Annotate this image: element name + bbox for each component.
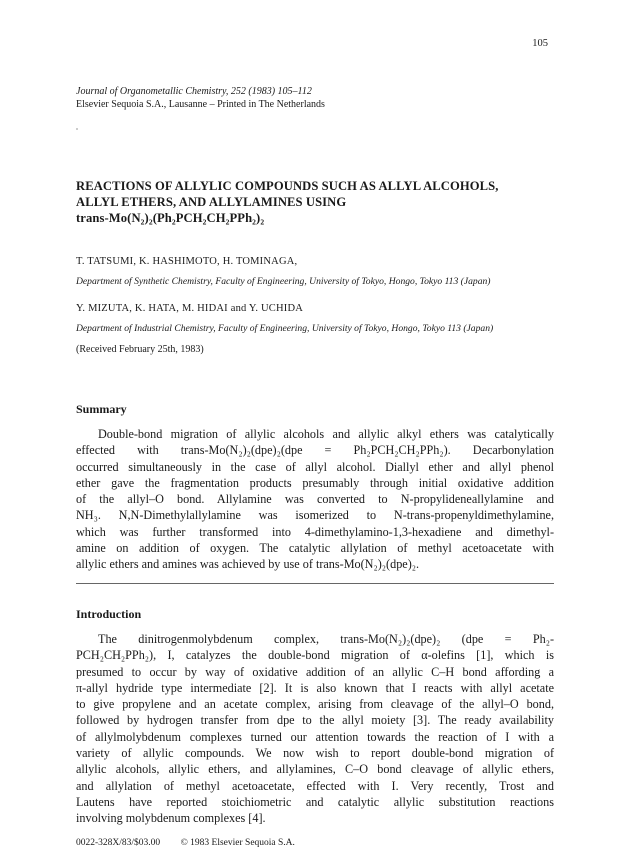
introduction-paragraph (76, 631, 554, 827)
footer-code: 0022-328X/83/$03.00 (76, 838, 161, 848)
introduction-heading: Introduction (76, 607, 142, 621)
summary-line: effected with trans-Mo(N₂)₂(dpe)₂(dpe = Ph₂PCH₂CH₂PPh₂). Decarbonylation (76, 443, 554, 458)
page-number: 105 (532, 38, 548, 49)
authors-group-2: Y. MIZUTA, K. HATA, M. HIDAI and Y. UCHIDA (76, 303, 304, 314)
authors-group-1: T. TATSUMI, K. HASHIMOTO, H. TOMINAGA, (76, 256, 298, 267)
footer-copyright: © 1983 Elsevier Sequoia S.A. (180, 838, 295, 848)
introduction-line: variety of allylic compounds. We now wish to report double-bond migration of (76, 746, 554, 761)
summary-line: NH₃. N,N-Dimethylallylamine was isomerized to N-trans-propenyldimethylamine, (76, 508, 554, 523)
article-title (76, 178, 556, 226)
summary-line: occurred simultaneously in the case of allyl alcohol. Diallyl ether and allyl phenol (76, 459, 554, 474)
summary-line: ether gave the fragmentation products presumably through initial oxidative addition (76, 475, 554, 490)
introduction-line: π-allyl hydride type intermediate [2]. It is also known that I reacts with allyl acetate (76, 680, 554, 695)
publisher-line: Elsevier Sequoia S.A., Lausanne – Printed in The Netherlands (76, 99, 325, 110)
title-line-2: ALLYL ETHERS, AND ALLYLAMINES USING (76, 195, 347, 209)
title-line-3: trans-Mo(N₂)₂(Ph₂PCH₂CH₂PPh₂)₂ (76, 211, 265, 225)
introduction-line: and allylation of methyl acetoacetate, effected with I. Very recently, Trost and (76, 778, 554, 793)
summary-heading: Summary (76, 402, 127, 416)
introduction-line: of allylmolybdenum complexes turned our attention towards the reaction of I with a (76, 729, 554, 744)
summary-line: of the allyl–O bond. Allylamine was converted to N-propylideneallylamine and (76, 492, 554, 507)
introduction-line: allylic alcohols, allylic ethers, and allylamines, C–O bond cleavage of allylic ethers, (76, 762, 554, 777)
introduction-line: PCH₂CH₂PPh₂), I, catalyzes the double-bond migration of α-olefins [1], which is (76, 648, 554, 663)
title-line-1: REACTIONS OF ALLYLIC COMPOUNDS SUCH AS ALLYL ALCOHOLS, (76, 179, 499, 193)
journal-citation: Journal of Organometallic Chemistry, 252 (1983) 105–112 (76, 86, 312, 97)
affiliation-1: Department of Synthetic Chemistry, Faculty of Engineering, University of Tokyo, Hongo, Tokyo 113 (Japan) (76, 276, 491, 287)
scan-speck (76, 128, 78, 130)
introduction-line: presumed to occur by way of oxidative addition of an allylic C–H bond affording a (76, 664, 554, 679)
introduction-line: Lautens have reported stoichiometric and catalytic allylic substitution reactions (76, 794, 554, 809)
introduction-line: followed by hydrogen transfer from dpe to the allyl moiety [3]. The ready availability (76, 713, 554, 728)
section-divider (76, 583, 554, 584)
introduction-line: involving molybdenum complexes [4]. (76, 811, 266, 826)
summary-line: amine on addition of oxygen. The catalytic allylation of methyl acetoacetate with (76, 541, 554, 556)
summary-line: Double-bond migration of allylic alcohols and allylic alkyl ethers was catalytically (98, 427, 554, 441)
summary-line: allylic ethers and amines was achieved by use of trans-Mo(N₂)₂(dpe)₂. (76, 557, 420, 572)
summary-line: which was further transformed into 4-dimethylamino-1,3-hexadiene and dimethyl- (76, 524, 554, 539)
summary-paragraph (76, 426, 554, 573)
introduction-line: The dinitrogenmolybdenum complex, trans-Mo(N₂)₂(dpe)₂ (dpe = Ph₂- (98, 632, 554, 646)
footer (76, 838, 313, 848)
introduction-line: to give propylene and an acetate complex, arising from cleavage of the allyl–O bond, (76, 697, 554, 712)
received-date: (Received February 25th, 1983) (76, 344, 204, 355)
affiliation-2: Department of Industrial Chemistry, Faculty of Engineering, University of Tokyo, Hongo, Tokyo 113 (Japan) (76, 323, 494, 334)
